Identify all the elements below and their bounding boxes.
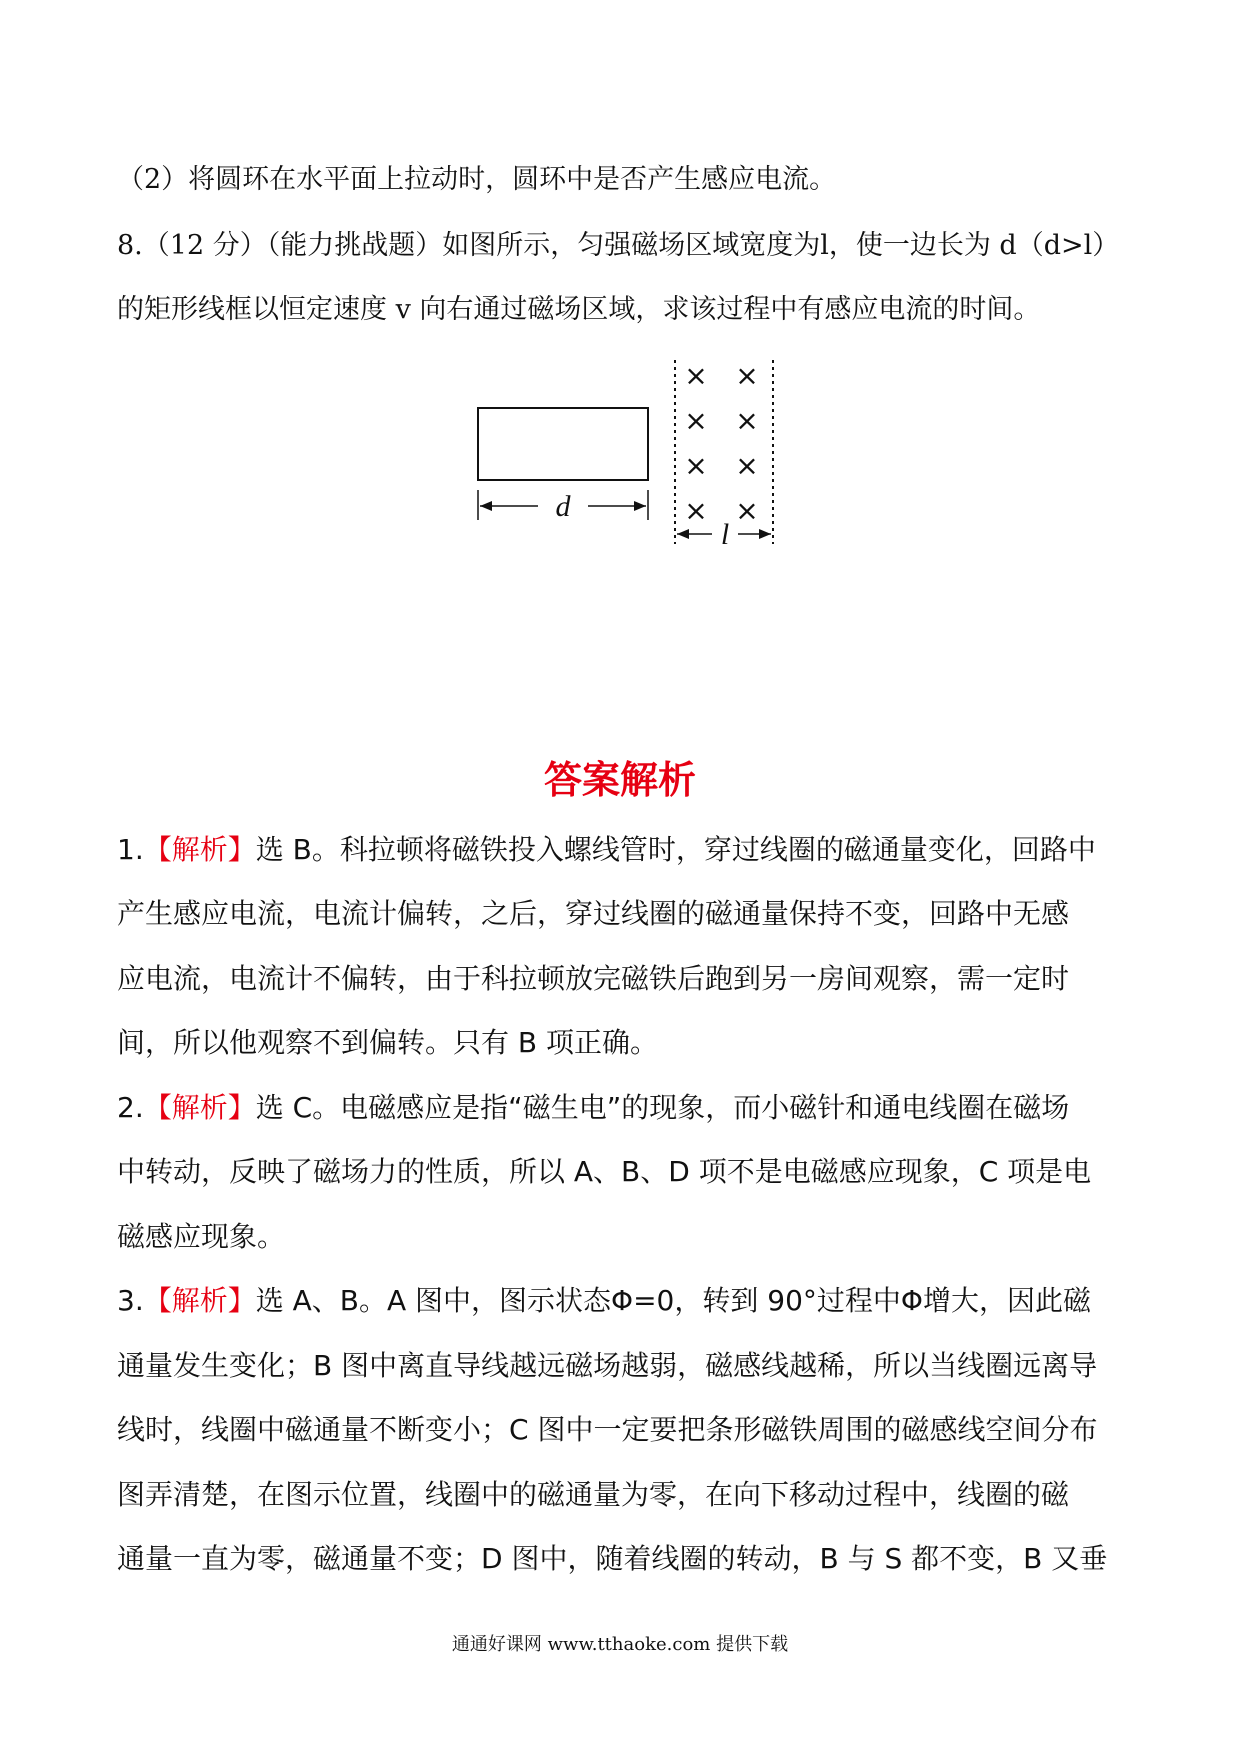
l-label: l bbox=[720, 518, 730, 551]
answer-section-title: 答案解析 bbox=[543, 758, 696, 802]
analysis-tag: 【解析】 bbox=[143, 833, 256, 866]
analysis-tag: 【解析】 bbox=[143, 1284, 256, 1317]
d-arrowhead-right bbox=[634, 501, 646, 511]
answer-3-line-1 bbox=[117, 1279, 1132, 1323]
question-line-1: （2）将圆环在水平面上拉动时，圆环中是否产生感应电流。 bbox=[117, 164, 837, 195]
field-cross: × bbox=[735, 359, 759, 392]
footer-text: 通通好课网 www.tthaoke.com 提供下载 bbox=[451, 1634, 789, 1655]
rectangular-loop bbox=[478, 408, 648, 480]
answer-3-line-4: 图弄清楚，在图示位置，线圈中的磁通量为零，在向下移动过程中，线圈的磁 bbox=[117, 1478, 1070, 1511]
answer-2-line-2: 中转动，反映了磁场力的性质，所以 A、B、D 项不是电磁感应现象，C 项是电 bbox=[117, 1155, 1092, 1188]
answer-1-line-3: 应电流，电流计不偏转，由于科拉顿放完磁铁后跑到另一房间观察，需一定时 bbox=[117, 962, 1070, 995]
field-cross: × bbox=[735, 404, 759, 437]
field-cross: × bbox=[735, 494, 759, 527]
loop-and-field-diagram bbox=[460, 352, 820, 557]
answer-2-line-1 bbox=[117, 1086, 1132, 1130]
answer-2-line-3: 磁感应现象。 bbox=[117, 1220, 286, 1253]
field-cross: × bbox=[684, 494, 708, 527]
answer-1-line-1 bbox=[117, 828, 1132, 872]
answer-3-number: 3. bbox=[117, 1284, 144, 1317]
answer-3-text: 选 A、B。A 图中，图示状态Φ=0，转到 90°过程中Φ增大，因此磁 bbox=[255, 1284, 1091, 1317]
field-cross: × bbox=[684, 359, 708, 392]
answer-1-line-2: 产生感应电流，电流计偏转，之后，穿过线圈的磁通量保持不变，回路中无感 bbox=[117, 897, 1070, 930]
question-line-3: 的矩形线框以恒定速度 v 向右通过磁场区域，求该过程中有感应电流的时间。 bbox=[117, 294, 1041, 325]
answer-3-line-2: 通量发生变化；B 图中离直导线越远磁场越弱，磁感线越稀，所以当线圈远离导 bbox=[117, 1349, 1098, 1382]
answer-1-number: 1. bbox=[117, 833, 144, 866]
answer-1-text: 选 B。科拉顿将磁铁投入螺线管时，穿过线圈的磁通量变化，回路中 bbox=[255, 833, 1096, 866]
field-cross: × bbox=[684, 449, 708, 482]
field-cross: × bbox=[684, 404, 708, 437]
l-arrowhead-left bbox=[677, 529, 689, 539]
analysis-tag: 【解析】 bbox=[143, 1091, 256, 1124]
l-arrowhead-right bbox=[759, 529, 771, 539]
answer-3-line-3: 线时，线圈中磁通量不断变小；C 图中一定要把条形磁铁周围的磁感线空间分布 bbox=[117, 1413, 1098, 1446]
d-label: d bbox=[555, 490, 571, 523]
field-cross: × bbox=[735, 449, 759, 482]
question-line-2: 8.（12 分）（能力挑战题）如图所示，匀强磁场区域宽度为l，使一边长为 d（d>l） bbox=[117, 230, 1120, 261]
answer-1-line-4: 间，所以他观察不到偏转。只有 B 项正确。 bbox=[117, 1026, 659, 1059]
answer-2-number: 2. bbox=[117, 1091, 144, 1124]
answer-2-text: 选 C。电磁感应是指“磁生电”的现象，而小磁针和通电线圈在磁场 bbox=[255, 1091, 1070, 1124]
d-arrowhead-left bbox=[480, 501, 492, 511]
answer-3-line-5: 通量一直为零，磁通量不变；D 图中，随着线圈的转动，B 与 S 都不变，B 又垂 bbox=[117, 1542, 1108, 1575]
